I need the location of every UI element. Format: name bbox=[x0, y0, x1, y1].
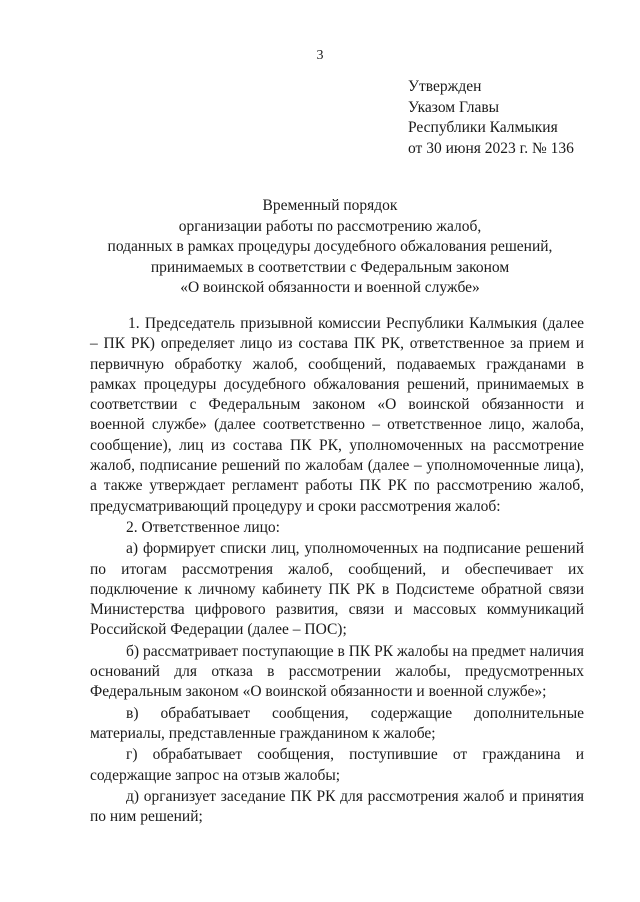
paragraph-2v: в) обрабатывает сообщения, содержащие дополнительные материалы, представленные гражданином к жалобе; bbox=[90, 704, 584, 742]
approval-line: Утвержден bbox=[408, 78, 482, 95]
document-title bbox=[60, 196, 600, 299]
paragraph-2g: г) обрабатывает сообщения, поступившие от гражданина и содержащие запрос на отзыв жалобы; bbox=[90, 746, 584, 784]
title-line: Временный порядок bbox=[262, 197, 398, 214]
title-line: поданных в рамках процедуры досудебного обжалования решений, bbox=[107, 238, 553, 255]
title-line: принимаемых в соответствии с Федеральным законом bbox=[150, 258, 510, 276]
approval-block bbox=[408, 77, 574, 159]
approval-line: Указом Главы bbox=[408, 98, 500, 116]
title-line: организации работы по рассмотрению жалоб, bbox=[178, 217, 482, 235]
approval-line: Республики Калмыкия bbox=[408, 119, 558, 136]
title-line: «О воинской обязанности и военной службе» bbox=[180, 279, 480, 296]
paragraph-1: 1. Председатель призывной комиссии Республики Калмыкия (далее – ПК РК) определяет лицо из состава ПК РК, ответственное за прием и первичную обработку жалоб, сообщений, подаваемых гражданами в рамках процедуры досудебного обжалования решений, принимаемых в соответствии с Федеральным законом «О воинской обязанности и военной службе» (далее соответственно – ответственное лицо, жалоба, сообщение), лиц из состава ПК РК, уполномоченных на рассмотрение жалоб, подписание решений по жалобам (далее – уполномоченные лица), а также утверждает регламент работы ПК РК по рассмотрению жалоб, предусматривающий процедуру и сроки рассмотрения жалоб: bbox=[90, 315, 584, 515]
paragraph-2b: б) рассматривает поступающие в ПК РК жалобы на предмет наличия оснований для отказа в рассмотрении жалобы, предусмотренных Федеральным законом «О воинской обязанности и военной службе»; bbox=[90, 642, 584, 701]
page-number: 3 bbox=[316, 48, 324, 63]
document-body bbox=[90, 314, 584, 827]
approval-line: от 30 июня 2023 г. № 136 bbox=[408, 139, 574, 157]
paragraph-2d: д) организует заседание ПК РК для рассмотрения жалоб и принятия по ним решений; bbox=[90, 787, 584, 826]
paragraph-2: 2. Ответственное лицо: bbox=[126, 518, 280, 536]
paragraph-2a: а) формирует списки лиц, уполномоченных на подписание решений по итогам рассмотрения жалоб, сообщений, и обеспечивает их подключение к личному кабинету ПК РК в Подсистеме обратной связи Министерства цифрового развития, связи и массовых коммуникаций Российской Федерации (далее – ПОС); bbox=[90, 540, 584, 639]
